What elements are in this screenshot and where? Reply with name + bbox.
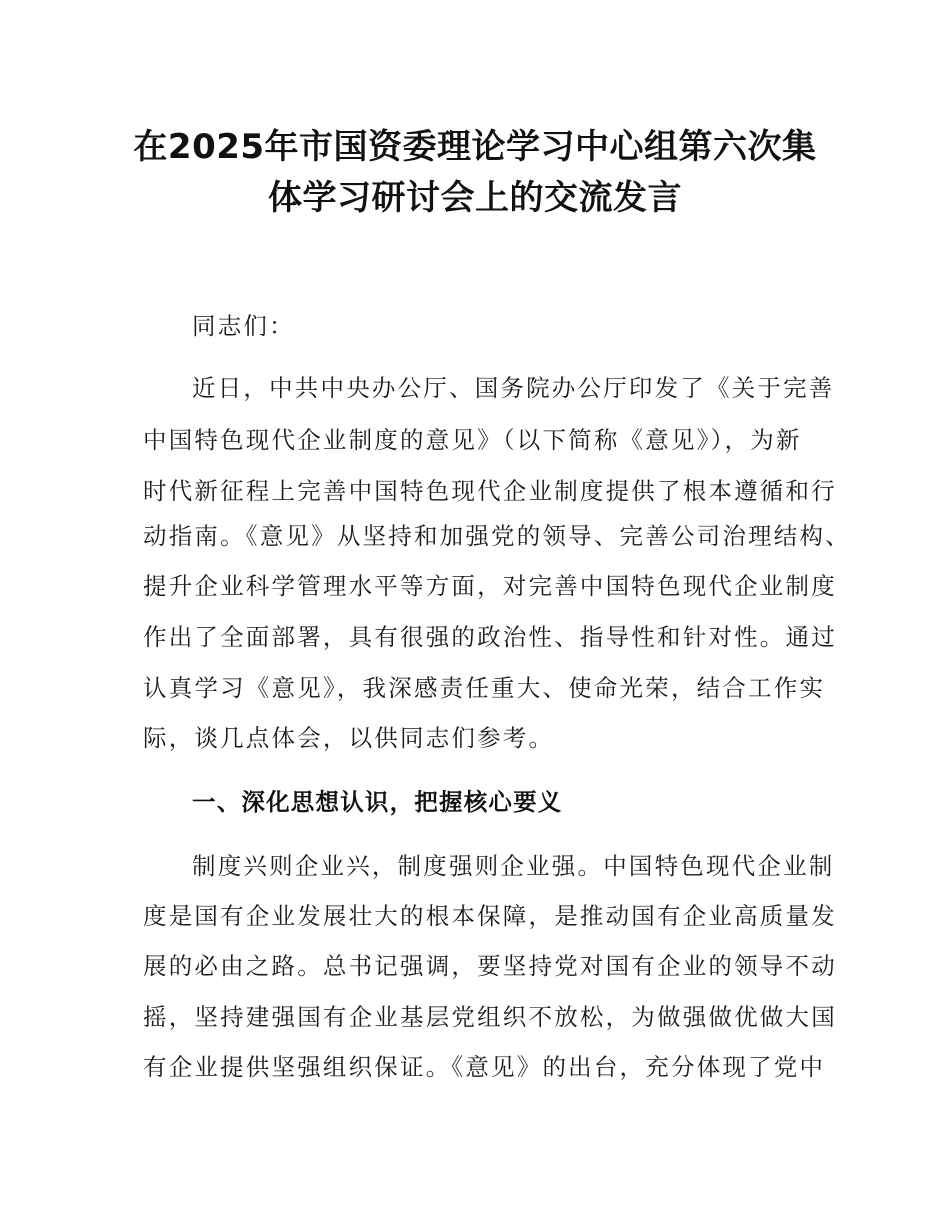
salutation: 同志们： [192, 312, 295, 340]
paragraph-1-line: 动指南。《意见》从坚持和加强党的领导、完善公司治理结构、 [143, 522, 851, 550]
paragraph-2-line: 展的必由之路。总书记强调，要坚持党对国有企业的领导不动 [143, 952, 837, 980]
paragraph-1-line: 近日，中共中央办公厅、国务院办公厅印发了《关于完善 [192, 374, 835, 402]
paragraph-2-line: 制度兴则企业兴，制度强则企业强。中国特色现代企业制 [192, 852, 835, 880]
paragraph-1-line: 际，谈几点体会，以供同志们参考。 [143, 724, 555, 752]
paragraph-1-line: 中国特色现代企业制度的意见》（以下简称《意见》），为新 [143, 426, 802, 454]
paragraph-1-line: 时代新征程上完善中国特色现代企业制度提供了根本遵循和行 [143, 477, 837, 505]
paragraph-2-line: 度是国有企业发展壮大的根本保障，是推动国有企业高质量发 [143, 902, 837, 930]
section-1-heading: 一、深化思想认识，把握核心要义 [192, 788, 563, 816]
document-title-line-2: 体学习研讨会上的交流发言 [268, 178, 682, 218]
paragraph-1-line: 认真学习《意见》，我深感责任重大、使命光荣，结合工作实 [143, 674, 826, 702]
paragraph-1-line: 作出了全面部署，具有很强的政治性、指导性和针对性。通过 [143, 623, 837, 651]
paragraph-2-line: 有企业提供坚强组织保证。《意见》的出台，充分体现了党中 [143, 1053, 826, 1081]
paragraph-1-line: 提升企业科学管理水平等方面，对完善中国特色现代企业制度 [143, 572, 837, 600]
paragraph-2-line: 摇，坚持建强国有企业基层党组织不放松，为做强做优做大国 [143, 1003, 837, 1031]
document-title-line-1: 在2025年市国资委理论学习中心组第六次集 [133, 127, 817, 167]
